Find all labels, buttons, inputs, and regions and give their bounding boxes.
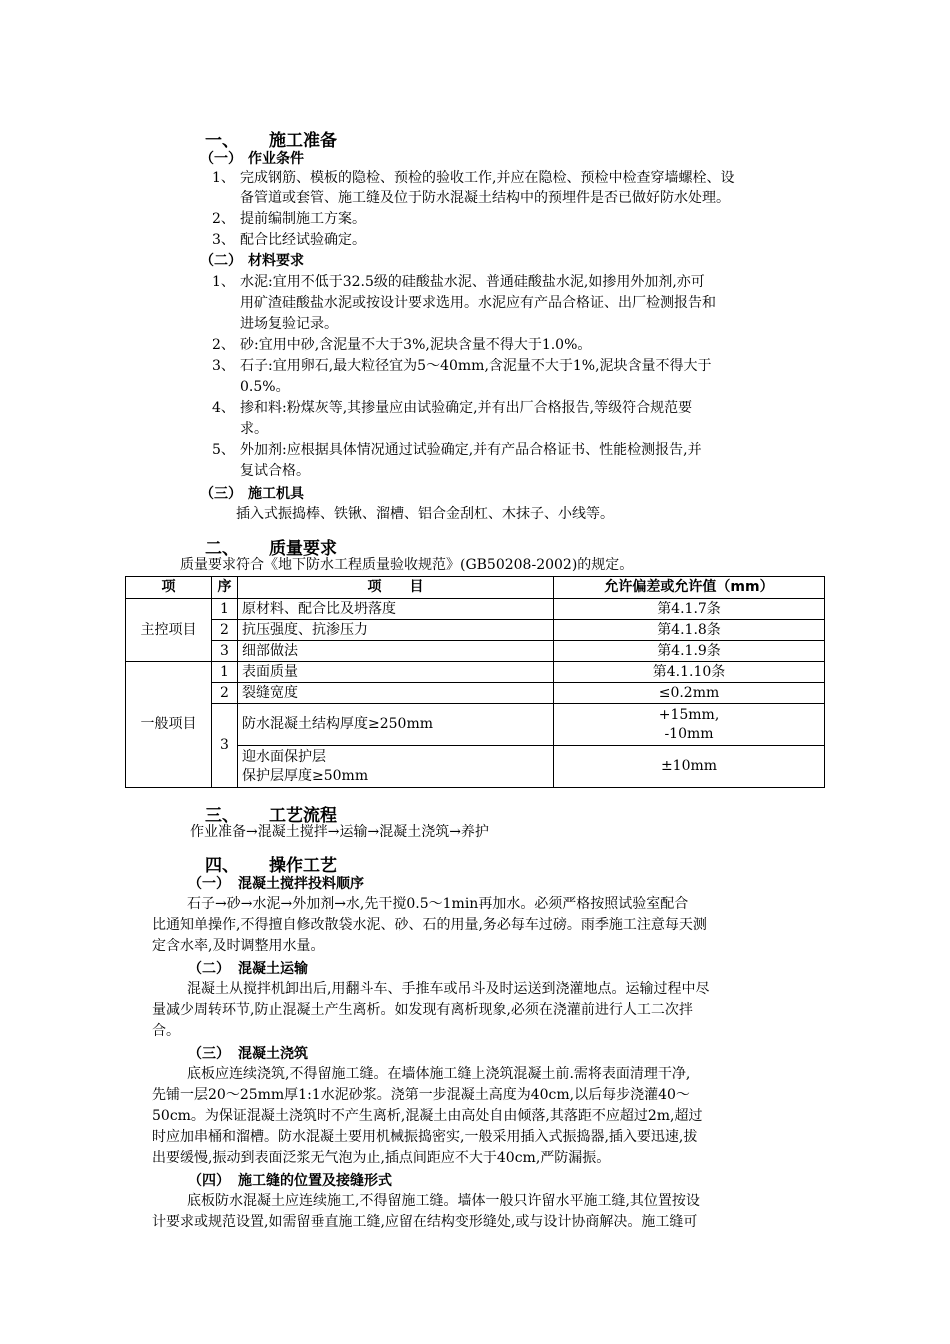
row-value: 第4.1.10条: [554, 662, 825, 683]
sub-4-3-heading: [188, 1043, 308, 1063]
row-item: 细部做法: [238, 641, 554, 662]
item-num: 4、: [212, 400, 235, 416]
row-item: 原材料、配合比及坍落度: [238, 599, 554, 620]
sub-4-3-title: 混凝土浇筑: [238, 1046, 308, 1062]
row-value-line: -10mm: [664, 725, 714, 742]
item-text: 外加剂:应根据具体情况通过试验确定,并有产品合格证书、性能检测报告,并: [240, 442, 702, 458]
row-seq: 1: [212, 662, 238, 683]
section-2-num: 二、: [205, 539, 239, 559]
item-text: 复试合格。: [240, 463, 310, 479]
sub-1-2-num: （二）: [200, 253, 242, 269]
row-item: 抗压强度、抗渗压力: [238, 620, 554, 641]
header-value: 允许偏差或允许值（mm）: [554, 577, 825, 599]
item-text: 备管道或套管、施工缝及位于防水混凝土结构中的预埋件是否已做好防水处理。: [240, 190, 730, 206]
sub-4-4-heading: [188, 1170, 392, 1190]
row-seq: 3: [212, 641, 238, 662]
row-value: 第4.1.7条: [554, 599, 825, 620]
quality-intro: 质量要求符合《地下防水工程质量验收规范》(GB50208-2002)的规定。: [180, 557, 634, 573]
para-line: 时应加串桶和溜槽。防水混凝土要用机械振捣密实,一般采用插入式振捣器,插入要迅速,拔: [152, 1129, 698, 1145]
item-text: 掺和料:粉煤灰等,其掺量应由试验确定,并有出厂合格报告,等级符合规范要: [240, 400, 693, 416]
sub-4-2-heading: [188, 958, 308, 978]
sub-1-2-heading: [200, 250, 304, 270]
row-item-line: 保护层厚度≥50mm: [242, 767, 369, 784]
item-text: 提前编制施工方案。: [240, 211, 366, 227]
row-value-line: +15mm,: [658, 706, 720, 723]
row-seq: 2: [212, 683, 238, 704]
header-seq: 序: [212, 577, 238, 599]
item-text: 用矿渣硅酸盐水泥或按设计要求选用。水泥应有产品合格证、出厂检测报告和: [240, 295, 716, 311]
sub-1-1-title: 作业条件: [248, 151, 304, 167]
header-category: 项: [126, 577, 212, 599]
para-line: 出要缓慢,振动到表面泛浆无气泡为止,插点间距应不大于40cm,严防漏振。: [152, 1150, 611, 1166]
section-1-title: 施工准备: [269, 131, 337, 151]
sub-1-3-num: （三）: [200, 486, 242, 502]
section-2-title: 质量要求: [269, 539, 337, 559]
row-value: 第4.1.8条: [554, 620, 825, 641]
process-flow: 作业准备→混凝土搅拌→运输→混凝土浇筑→养护: [190, 824, 489, 840]
item-num: 1、: [212, 274, 235, 290]
item-text: 进场复验记录。: [240, 316, 338, 332]
row-value: 第4.1.9条: [554, 641, 825, 662]
sub-1-1-heading: [200, 148, 304, 168]
para-line: 混凝土从搅拌机卸出后,用翻斗车、手推车或吊斗及时运送到浇灌地点。运输过程中尽: [187, 981, 710, 997]
sub-1-2-title: 材料要求: [248, 253, 304, 269]
para-line: 50cm。为保证混凝土浇筑时不产生离析,混凝土由高处自由倾落,其落距不应超过2m,超过: [152, 1108, 703, 1124]
para-line: 底板防水混凝土应连续施工,不得留施工缝。墙体一般只许留水平施工缝,其位置按设: [187, 1193, 700, 1209]
row-value: [554, 704, 825, 746]
quality-table: [125, 576, 825, 788]
row-item: 防水混凝土结构厚度≥250mm: [238, 704, 554, 746]
item-num: 3、: [212, 358, 235, 374]
section-4-title: 操作工艺: [269, 856, 337, 876]
item-text: 完成钢筋、模板的隐检、预检的验收工作,并应在隐检、预检中检查穿墙螺栓、设: [240, 170, 735, 186]
para-line: 定含水率,及时调整用水量。: [152, 938, 325, 954]
item-text: 求。: [240, 421, 268, 437]
para-line: 石子→砂→水泥→外加剂→水,先干搅0.5～1min再加水。必须严格按照试验室配合: [187, 896, 689, 912]
header-item: 项 目: [238, 577, 554, 599]
group-general: 一般项目: [126, 662, 212, 788]
section-4-num: 四、: [205, 856, 239, 876]
row-item: [238, 746, 554, 788]
sub-1-3-title: 施工机具: [248, 486, 304, 502]
sub-4-2-num: （二）: [188, 961, 230, 977]
item-num: 1、: [212, 170, 235, 186]
sub-4-3-num: （三）: [188, 1046, 230, 1062]
section-3-num: 三、: [205, 806, 239, 826]
row-item-line: 迎水面保护层: [242, 748, 326, 765]
row-seq: 1: [212, 599, 238, 620]
item-text: 水泥:宜用不低于32.5级的硅酸盐水泥、普通硅酸盐水泥,如掺用外加剂,亦可: [240, 274, 705, 290]
item-num: 5、: [212, 442, 235, 458]
row-value: ≤0.2mm: [554, 683, 825, 704]
row-seq: 3: [212, 704, 238, 788]
sub-1-3-heading: [200, 483, 304, 503]
sub-4-1-num: （一）: [188, 876, 230, 892]
section-3-title: 工艺流程: [269, 806, 337, 826]
item-text: 配合比经试验确定。: [240, 232, 366, 248]
sub-1-1-num: （一）: [200, 151, 242, 167]
para-line: 底板应连续浇筑,不得留施工缝。在墙体施工缝上浇筑混凝土前.需将表面清理干净,: [187, 1066, 691, 1082]
sub-4-4-num: （四）: [188, 1173, 230, 1189]
row-item: 裂缝宽度: [238, 683, 554, 704]
sub-4-1-title: 混凝土搅拌投料顺序: [238, 876, 364, 892]
para-line: 比通知单操作,不得擅自修改散袋水泥、砂、石的用量,务必每车过磅。雨季施工注意每天测: [152, 917, 707, 933]
tools-text: 插入式振捣棒、铁锹、溜槽、铝合金刮杠、木抹子、小线等。: [236, 506, 614, 522]
para-line: 量减少周转环节,防止混凝土产生离析。如发现有离析现象,必须在浇灌前进行人工二次拌: [152, 1002, 693, 1018]
item-num: 3、: [212, 232, 235, 248]
item-num: 2、: [212, 337, 235, 353]
sub-4-2-title: 混凝土运输: [238, 961, 308, 977]
item-text: 0.5%。: [240, 379, 290, 395]
item-text: 砂:宜用中砂,含泥量不大于3%,泥块含量不得大于1.0%。: [240, 337, 592, 353]
row-item: 表面质量: [238, 662, 554, 683]
section-1-num: 一、: [205, 131, 239, 151]
sub-4-4-title: 施工缝的位置及接缝形式: [238, 1173, 392, 1189]
item-num: 2、: [212, 211, 235, 227]
row-seq: 2: [212, 620, 238, 641]
sub-4-1-heading: [188, 873, 364, 893]
group-main: 主控项目: [126, 599, 212, 662]
para-line: 先铺一层20～25mm厚1:1水泥砂浆。浇第一步混凝土高度为40cm,以后每步浇灌40～: [152, 1087, 690, 1103]
row-value: ±10mm: [554, 746, 825, 788]
item-text: 石子:宜用卵石,最大粒径宜为5～40mm,含泥量不大于1%,泥块含量不得大于: [240, 358, 712, 374]
para-line: 合。: [152, 1023, 180, 1039]
para-line: 计要求或规范设置,如需留垂直施工缝,应留在结构变形缝处,或与设计协商解决。施工缝可: [152, 1214, 698, 1230]
